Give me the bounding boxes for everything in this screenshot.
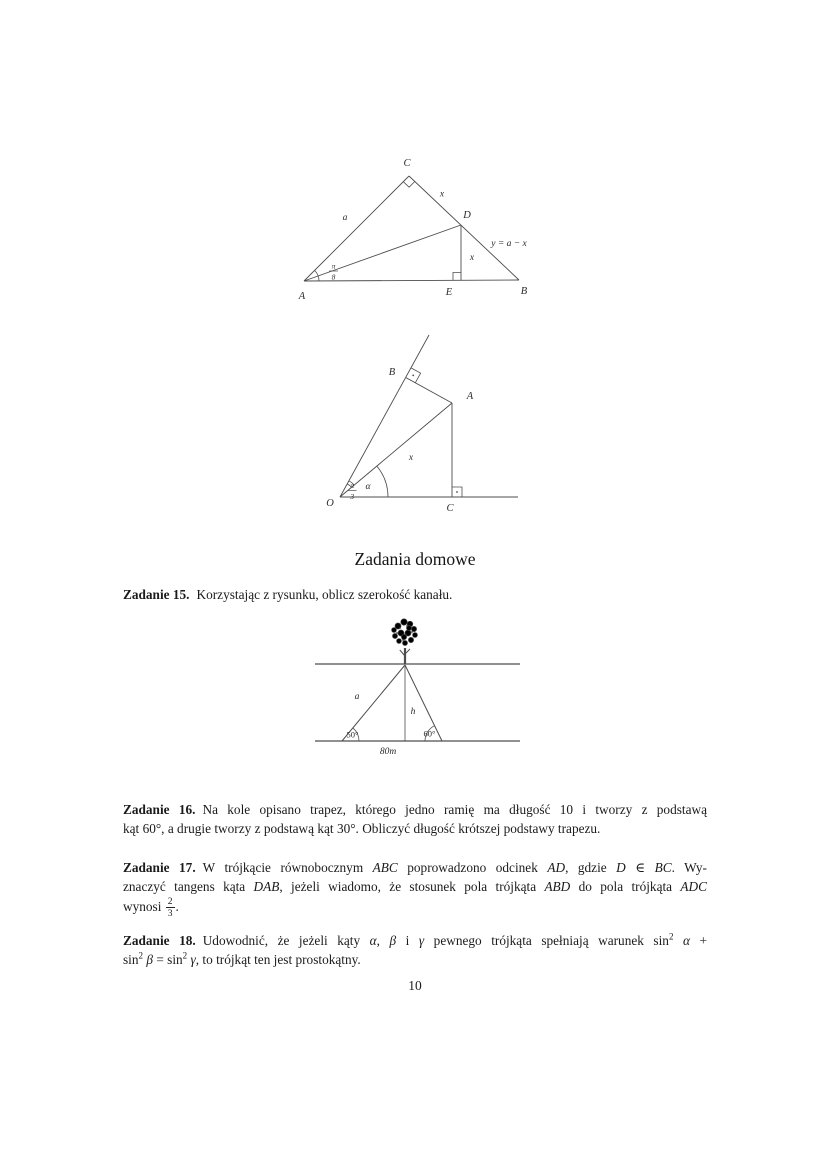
problem-16-line-1 xyxy=(123,800,707,819)
problem-18-text-2: $\sin^2 \beta = \sin^2 \gamma$, to trójkąt ten jest prostokątny. xyxy=(123,950,361,967)
fig2-label-alpha: α xyxy=(365,482,371,492)
fig2-label-x: x xyxy=(408,453,414,463)
fig1-label-height-x: x xyxy=(469,253,475,263)
problem-15-line-1 xyxy=(123,585,707,604)
fig2-label-angle-numerator: π xyxy=(350,481,355,490)
fig2-label-vertex-c: C xyxy=(446,503,454,514)
section-title: Zadania domowe xyxy=(354,549,476,569)
problem-17-line-1 xyxy=(123,858,707,877)
fig1-label-vertex-b: B xyxy=(520,286,528,297)
fig1-edge-ac xyxy=(304,176,409,281)
fig2-label-angle-denominator: 3 xyxy=(350,492,355,501)
problem-17-label: Zadanie 17. xyxy=(123,860,196,875)
fig3-angle-marks xyxy=(353,726,435,741)
fig2-label-vertex-a: A xyxy=(466,391,474,402)
figure-triangle-abc xyxy=(293,145,545,307)
fig2-ray-ob xyxy=(340,335,429,497)
problem-17 xyxy=(123,858,707,919)
fig2-alpha-arc xyxy=(377,466,388,497)
fig1-label-angle-numerator: π xyxy=(331,261,336,271)
problem-15-text: Korzystając z rysunku, oblicz szerokość kanału. xyxy=(196,587,453,602)
fig1-label-vertex-a: A xyxy=(298,291,306,302)
problem-16-text-2: kąt 60°, a drugie tworzy z podstawą kąt 30°. Obliczyć długość krótszej podstawy trapezu. xyxy=(123,821,601,836)
fig1-right-angle-e xyxy=(453,273,461,281)
fig3-labels xyxy=(347,692,436,757)
problem-18-line-2 xyxy=(123,950,707,969)
problem-18-text-1: Udowodnić, że jeżeli kąty α, β i γ pewnego trójkąta spełniają warunek $\sin^2 \alpha$ + xyxy=(202,931,708,948)
problem-16 xyxy=(123,800,707,838)
problem-15-label: Zadanie 15. xyxy=(123,587,190,602)
tree-illustration xyxy=(392,619,418,664)
fig1-label-hyp-x: x xyxy=(439,189,445,200)
fig1-edge-ab xyxy=(304,280,519,281)
fig3-label-height-h: h xyxy=(410,707,416,717)
fig1-label-angle-denominator: 8 xyxy=(331,272,336,282)
fig1-edge-ad xyxy=(304,225,461,281)
problem-18 xyxy=(123,931,707,969)
problem-17-text-3: wynosi $\frac{2}{3}$ . xyxy=(123,896,179,919)
problem-18-line-1 xyxy=(123,931,707,950)
fig2-segment-ba xyxy=(406,378,452,404)
problem-17-text-2: znaczyć tangens kąta DAB, jeżeli wiadomo, że stosunek pola trójkąta ABD do pola trójkąta ADC xyxy=(123,879,707,894)
fig1-right-angle-c xyxy=(403,182,415,188)
tree-crown xyxy=(392,619,418,646)
fig2-label-vertex-b: B xyxy=(388,367,396,378)
fig2-edges xyxy=(340,335,518,497)
fig3-label-side-a: a xyxy=(354,692,360,702)
fig1-angle-arc-a xyxy=(315,270,319,281)
fig1-edges xyxy=(304,176,519,281)
problem-16-line-2 xyxy=(123,819,707,838)
figure-angle-at-o xyxy=(316,330,528,522)
fig2-segment-oa xyxy=(340,403,452,497)
problem-15 xyxy=(123,585,707,604)
problem-16-text-1: Na kole opisano trapez, którego jedno ramię ma długość 10 i tworzy z podstawą xyxy=(202,802,708,817)
page-number: 10 xyxy=(408,978,422,993)
fig3-label-angle-60: 60° xyxy=(423,728,436,739)
fig1-edge-cb xyxy=(409,176,519,280)
fig2-right-angle-c-dot xyxy=(456,491,458,493)
fig2-angle-marks xyxy=(347,368,462,497)
problem-18-label: Zadanie 18. xyxy=(123,933,196,948)
fig3-label-angle-50: 50° xyxy=(346,729,359,740)
fig1-label-vertex-e: E xyxy=(445,287,453,298)
fig1-label-vertex-d: D xyxy=(463,210,471,221)
fig2-label-vertex-o: O xyxy=(326,498,334,509)
fig1-label-side-a: a xyxy=(342,213,348,223)
problem-17-line-2 xyxy=(123,877,707,896)
problem-17-line-3 xyxy=(123,896,707,919)
problem-16-label: Zadanie 16. xyxy=(123,802,196,817)
fig3-label-base-80m: 80m xyxy=(379,747,397,757)
fig2-right-angle-b-dot xyxy=(412,375,414,377)
fig1-label-y-expression: y = a − x xyxy=(491,239,527,249)
figure-canal-tree xyxy=(300,610,535,768)
problem-17-text-1: W trójkącie równobocznym ABC poprowadzono odcinek AD, gdzie D ∈ BC. Wy- xyxy=(202,860,707,875)
fig1-label-vertex-c: C xyxy=(403,158,411,169)
